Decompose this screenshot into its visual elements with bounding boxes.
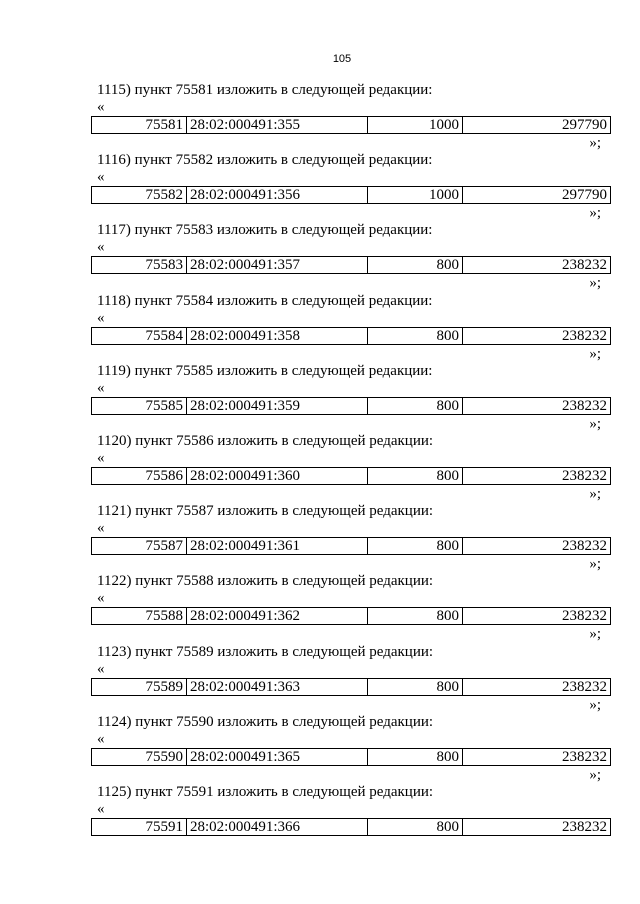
- area-cell: 800: [368, 678, 463, 695]
- closing-quote: »;: [589, 766, 601, 783]
- closing-quote: »;: [589, 626, 601, 643]
- amendment-entry: [91, 361, 611, 431]
- cadastral-number-cell: 28:02:000491:362: [187, 608, 368, 625]
- value-cell: 238232: [463, 818, 611, 835]
- amendment-entry: [91, 712, 611, 782]
- opening-quote: «: [97, 660, 105, 677]
- area-cell: 800: [368, 818, 463, 835]
- table-row: [92, 117, 611, 134]
- closing-quote: »;: [589, 205, 601, 222]
- table-row: [92, 467, 611, 484]
- closing-quote: »;: [589, 415, 601, 432]
- closing-quote: »;: [589, 485, 601, 502]
- closing-quote: »;: [589, 556, 601, 573]
- cadastral-number-cell: 28:02:000491:357: [187, 257, 368, 274]
- opening-quote: «: [97, 449, 105, 466]
- area-cell: 800: [368, 608, 463, 625]
- cadastral-number-cell: 28:02:000491:360: [187, 467, 368, 484]
- value-cell: 238232: [463, 538, 611, 555]
- amendment-entry: [91, 291, 611, 361]
- value-cell: 238232: [463, 608, 611, 625]
- page-number: 105: [332, 53, 352, 65]
- amendment-instruction: 1119) пункт 75585 изложить в следующей редакции:: [97, 362, 433, 379]
- table-row: [92, 538, 611, 555]
- amendment-instruction: 1120) пункт 75586 изложить в следующей редакции:: [97, 432, 434, 449]
- amendment-entry: [91, 571, 611, 641]
- value-cell: 297790: [463, 187, 611, 204]
- value-cell: 297790: [463, 117, 611, 134]
- area-cell: 1000: [368, 117, 463, 134]
- cadastral-number-cell: 28:02:000491:358: [187, 327, 368, 344]
- amended-row-table: [91, 327, 611, 345]
- item-number-cell: 75588: [92, 608, 187, 625]
- area-cell: 800: [368, 327, 463, 344]
- cadastral-number-cell: 28:02:000491:356: [187, 187, 368, 204]
- area-cell: 800: [368, 748, 463, 765]
- table-row: [92, 678, 611, 695]
- amended-row-table: [91, 607, 611, 625]
- item-number-cell: 75585: [92, 397, 187, 414]
- value-cell: 238232: [463, 397, 611, 414]
- amendment-instruction: 1122) пункт 75588 изложить в следующей редакции:: [97, 573, 434, 590]
- cadastral-number-cell: 28:02:000491:361: [187, 538, 368, 555]
- amended-row-table: [91, 256, 611, 274]
- cadastral-number-cell: 28:02:000491:365: [187, 748, 368, 765]
- item-number-cell: 75591: [92, 818, 187, 835]
- closing-quote: »;: [589, 275, 601, 292]
- amendment-entry: [91, 782, 611, 852]
- area-cell: 800: [368, 397, 463, 414]
- table-row: [92, 187, 611, 204]
- amendment-instruction: 1116) пункт 75582 изложить в следующей редакции:: [97, 152, 433, 169]
- amended-row-table: [91, 397, 611, 415]
- amendment-instruction: 1115) пункт 75581 изложить в следующей редакции:: [97, 82, 433, 98]
- amended-row-table: [91, 818, 611, 836]
- value-cell: 238232: [463, 467, 611, 484]
- item-number-cell: 75582: [92, 187, 187, 204]
- amendment-entry: [91, 642, 611, 712]
- cadastral-number-cell: 28:02:000491:359: [187, 397, 368, 414]
- table-row: [92, 748, 611, 765]
- area-cell: 800: [368, 538, 463, 555]
- table-row: [92, 257, 611, 274]
- amendment-entry: [91, 501, 611, 571]
- amendment-entry: [91, 150, 611, 220]
- amendment-instruction: 1117) пункт 75583 изложить в следующей редакции:: [97, 222, 433, 239]
- amendment-instruction: 1121) пункт 75587 изложить в следующей редакции:: [97, 503, 434, 520]
- table-row: [92, 327, 611, 344]
- amendment-instruction: 1123) пункт 75589 изложить в следующей редакции:: [97, 643, 434, 660]
- closing-quote: »;: [589, 135, 601, 151]
- cadastral-number-cell: 28:02:000491:366: [187, 818, 368, 835]
- amendment-list: [91, 80, 611, 852]
- amendment-instruction: 1124) пункт 75590 изложить в следующей редакции:: [97, 713, 434, 730]
- opening-quote: «: [97, 99, 105, 115]
- closing-quote: »;: [589, 345, 601, 362]
- opening-quote: «: [97, 309, 105, 326]
- opening-quote: «: [97, 590, 105, 607]
- opening-quote: «: [97, 520, 105, 537]
- item-number-cell: 75584: [92, 327, 187, 344]
- area-cell: 1000: [368, 187, 463, 204]
- closing-quote: »;: [589, 696, 601, 713]
- opening-quote: «: [97, 239, 105, 256]
- item-number-cell: 75587: [92, 538, 187, 555]
- table-row: [92, 818, 611, 835]
- amended-row-table: [91, 537, 611, 555]
- opening-quote: «: [97, 800, 105, 817]
- amendment-instruction: 1118) пункт 75584 изложить в следующей редакции:: [97, 292, 433, 309]
- item-number-cell: 75586: [92, 467, 187, 484]
- value-cell: 238232: [463, 678, 611, 695]
- cadastral-number-cell: 28:02:000491:355: [187, 117, 368, 134]
- amended-row-table: [91, 678, 611, 696]
- table-row: [92, 397, 611, 414]
- amended-row-table: [91, 748, 611, 766]
- amendment-entry: [91, 431, 611, 501]
- amendment-entry: [91, 80, 611, 150]
- opening-quote: «: [97, 379, 105, 396]
- item-number-cell: 75583: [92, 257, 187, 274]
- amended-row-table: [91, 116, 611, 134]
- item-number-cell: 75581: [92, 117, 187, 134]
- cadastral-number-cell: 28:02:000491:363: [187, 678, 368, 695]
- item-number-cell: 75590: [92, 748, 187, 765]
- amended-row-table: [91, 186, 611, 204]
- opening-quote: «: [97, 169, 105, 186]
- opening-quote: «: [97, 730, 105, 747]
- value-cell: 238232: [463, 327, 611, 344]
- table-row: [92, 608, 611, 625]
- amendment-entry: [91, 220, 611, 290]
- item-number-cell: 75589: [92, 678, 187, 695]
- value-cell: 238232: [463, 748, 611, 765]
- area-cell: 800: [368, 467, 463, 484]
- value-cell: 238232: [463, 257, 611, 274]
- area-cell: 800: [368, 257, 463, 274]
- amendment-instruction: 1125) пункт 75591 изложить в следующей редакции:: [97, 783, 434, 800]
- amended-row-table: [91, 467, 611, 485]
